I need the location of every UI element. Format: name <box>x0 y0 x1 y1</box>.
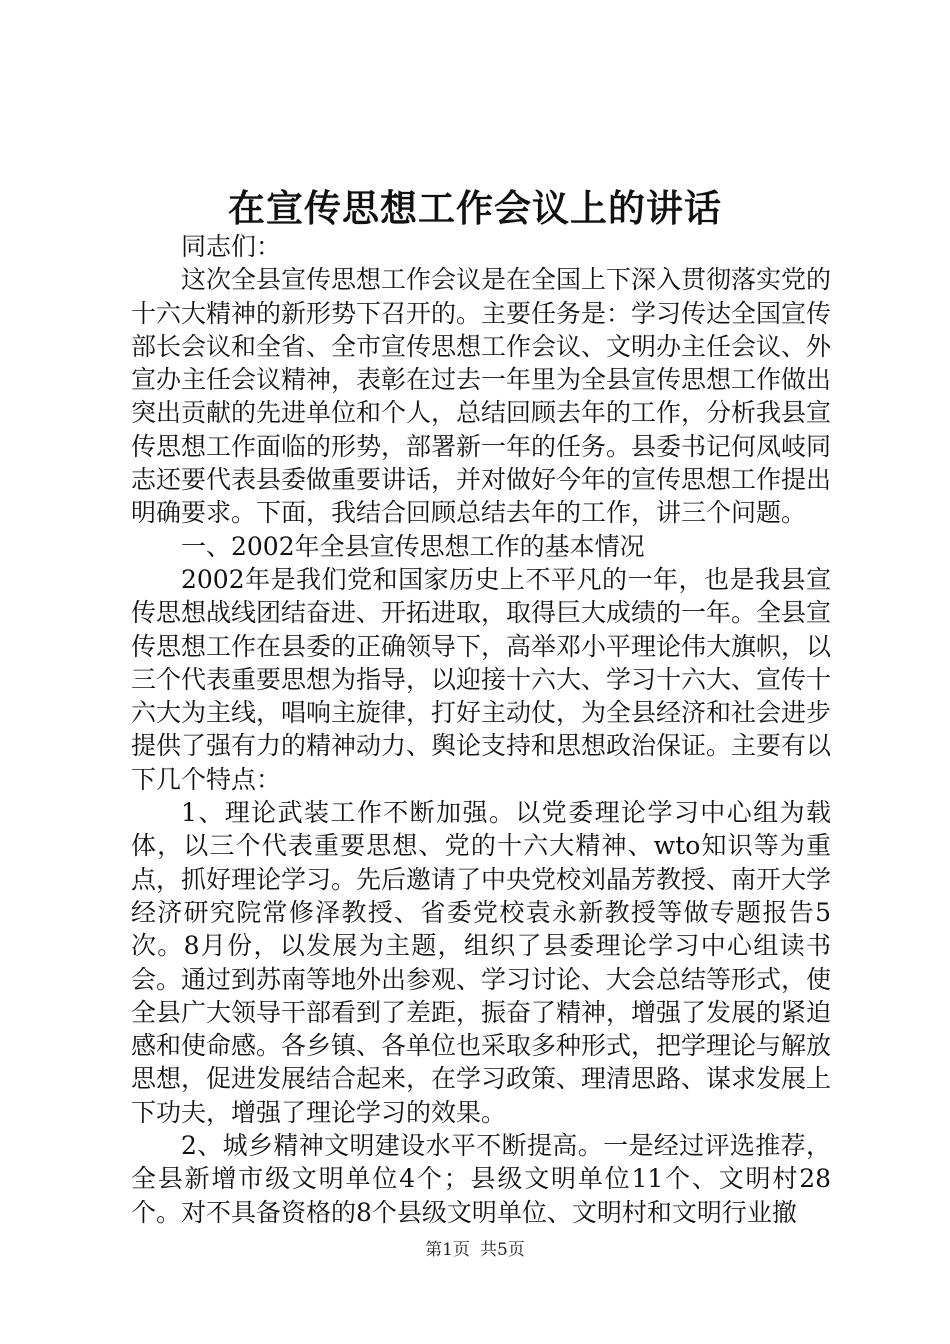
section-heading-1: 一、2002年全县宣传思想工作的基本情况 <box>181 531 645 561</box>
paragraph-intro: 这次全县宣传思想工作会议是在全国上下深入贯彻落实党的十六大精神的新形势下召开的。主要任务是：学习传达全国宣传部长会议和全省、全市宣传思想工作会议、文明办主任会议、外宣办主任会议精神，表彰在过去一年里为全县宣传思想工作做出突出贡献的先进单位和个人，总结回顾去年的工作，分析我县宣传思想工作面临的形势，部署新一年的任务。县委书记何凤岐同志还要代表县委做重要讲话，并对做好今年的宣传思想工作提出明确要求。下面，我结合回顾总结去年的工作，讲三个问题。 <box>131 265 832 528</box>
paragraph-point-1: 1、理论武装工作不断加强。以党委理论学习中心组为载体，以三个代表重要思想、党的十六大精神、wto知识等为重点，抓好理论学习。先后邀请了中央党校刘晶芳教授、南开大学经济研究院常修泽教授、省委党校袁永新教授等做专题报告5次。8月份，以发展为主题，组织了县委理论学习中心组读书会。通过到苏南等地外出参观、学习讨论、大会总结等形式，使全县广大领导干部看到了差距，振奋了精神，增强了发展的紧迫感和使命感。各乡镇、各单位也采取多种形式，把学理论与解放思想，促进发展结合起来，在学习政策、理清思路、谋求发展上下功夫，增强了理论学习的效果。 <box>131 798 832 1127</box>
salutation: 同志们： <box>181 232 282 261</box>
paragraph-overview: 2002年是我们党和国家历史上不平凡的一年，也是我县宣传思想战线团结奋进、开拓进取，取得巨大成绩的一年。全县宣传思想工作在县委的正确领导下，高举邓小平理论伟大旗帜，以三个代表重要思想为指导，以迎接十六大、学习十六大、宣传十六大为主线，唱响主旋律，打好主动仗，为全县经济和社会进步提供了强有力的精神动力、舆论支持和思想政治保证。主要有以下几个特点： <box>131 564 832 794</box>
page-total: 共5页 <box>480 1240 525 1260</box>
page-number: 第1页 <box>425 1240 470 1260</box>
paragraph-point-2: 2、城乡精神文明建设水平不断提高。一是经过评选推荐，全县新增市级文明单位4个；县级文明单位11个、文明村28个。对不具备资格的8个县级文明单位、文明村和文明行业撤 <box>131 1131 831 1227</box>
document-title: 在宣传思想工作会议上的讲话 <box>228 186 722 230</box>
document-body <box>131 230 831 1229</box>
page-footer <box>0 1238 950 1262</box>
